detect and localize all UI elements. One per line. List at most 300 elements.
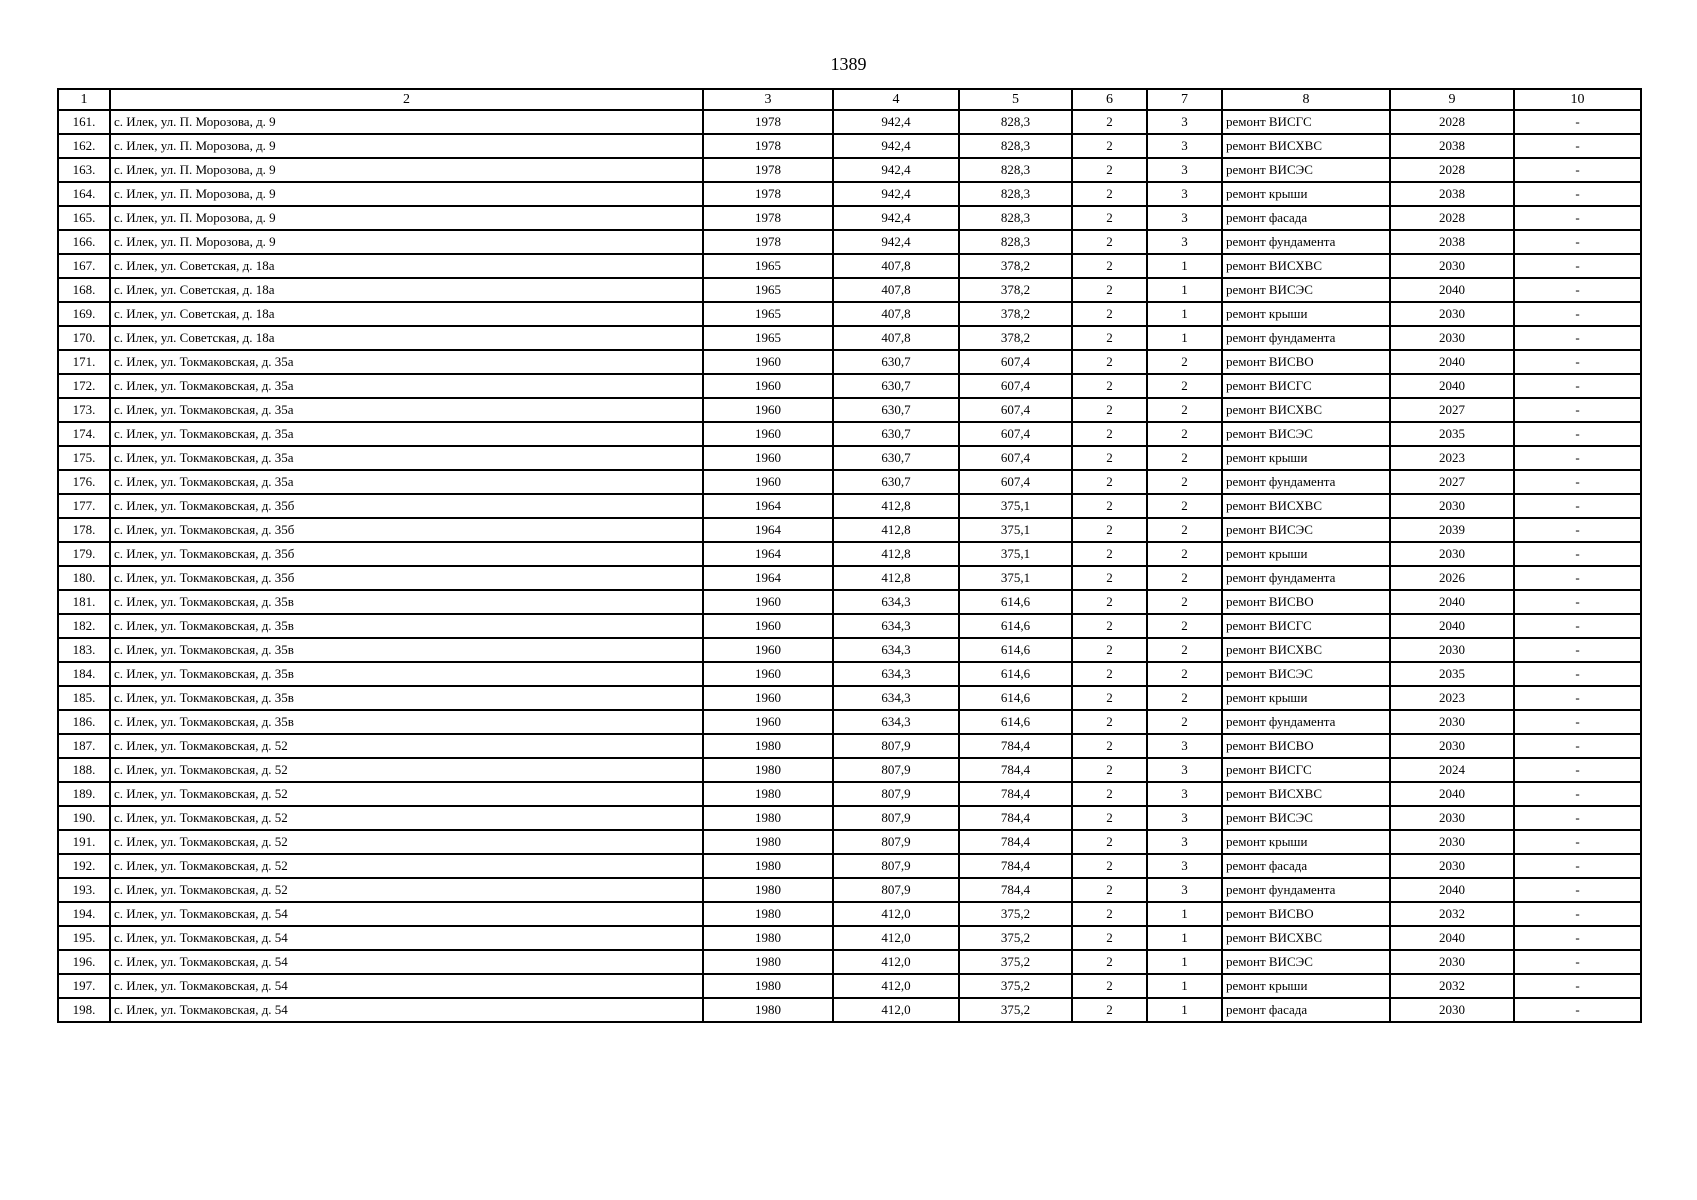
address-cell: с. Илек, ул. П. Морозова, д. 9 <box>110 206 703 230</box>
floors-cell: 2 <box>1072 614 1147 638</box>
floors-cell: 2 <box>1072 734 1147 758</box>
planned-year-cell: 2024 <box>1390 758 1514 782</box>
living-area-cell: 375,2 <box>959 998 1072 1022</box>
total-area-cell: 630,7 <box>833 422 959 446</box>
total-area-cell: 407,8 <box>833 326 959 350</box>
floors-cell: 2 <box>1072 878 1147 902</box>
floors-cell: 2 <box>1072 974 1147 998</box>
living-area-cell: 784,4 <box>959 854 1072 878</box>
row-number-cell: 190. <box>58 806 110 830</box>
planned-year-cell: 2030 <box>1390 830 1514 854</box>
floors-cell: 2 <box>1072 830 1147 854</box>
row-number-cell: 180. <box>58 566 110 590</box>
page-number: 1389 <box>830 54 867 74</box>
year-built-cell: 1960 <box>703 422 833 446</box>
living-area-cell: 828,3 <box>959 134 1072 158</box>
living-area-cell: 828,3 <box>959 206 1072 230</box>
work-type-cell: ремонт ВИСГС <box>1222 374 1390 398</box>
row-number-cell: 192. <box>58 854 110 878</box>
planned-year-cell: 2030 <box>1390 542 1514 566</box>
year-built-cell: 1980 <box>703 950 833 974</box>
total-area-cell: 942,4 <box>833 206 959 230</box>
note-cell: - <box>1514 206 1641 230</box>
planned-year-cell: 2030 <box>1390 326 1514 350</box>
note-cell: - <box>1514 782 1641 806</box>
year-built-cell: 1980 <box>703 926 833 950</box>
row-number-cell: 175. <box>58 446 110 470</box>
row-number-cell: 189. <box>58 782 110 806</box>
floors-cell: 2 <box>1072 398 1147 422</box>
year-built-cell: 1960 <box>703 590 833 614</box>
table-row <box>58 638 1641 662</box>
row-number-cell: 185. <box>58 686 110 710</box>
address-cell: с. Илек, ул. Советская, д. 18а <box>110 278 703 302</box>
table-row <box>58 470 1641 494</box>
total-area-cell: 630,7 <box>833 446 959 470</box>
table-row <box>58 998 1641 1022</box>
row-number-cell: 193. <box>58 878 110 902</box>
floors-cell: 2 <box>1072 518 1147 542</box>
table-row <box>58 734 1641 758</box>
planned-year-cell: 2039 <box>1390 518 1514 542</box>
row-number-cell: 178. <box>58 518 110 542</box>
work-type-cell: ремонт ВИСЭС <box>1222 950 1390 974</box>
work-type-cell: ремонт фундамента <box>1222 326 1390 350</box>
address-cell: с. Илек, ул. Токмаковская, д. 52 <box>110 782 703 806</box>
total-area-cell: 412,0 <box>833 926 959 950</box>
table-row <box>58 230 1641 254</box>
entrances-cell: 2 <box>1147 638 1222 662</box>
year-built-cell: 1978 <box>703 182 833 206</box>
living-area-cell: 784,4 <box>959 806 1072 830</box>
address-cell: с. Илек, ул. Токмаковская, д. 35б <box>110 494 703 518</box>
planned-year-cell: 2030 <box>1390 494 1514 518</box>
floors-cell: 2 <box>1072 686 1147 710</box>
column-header-3: 3 <box>703 89 833 110</box>
total-area-cell: 412,8 <box>833 518 959 542</box>
table-row <box>58 350 1641 374</box>
table-row <box>58 806 1641 830</box>
entrances-cell: 2 <box>1147 374 1222 398</box>
floors-cell: 2 <box>1072 710 1147 734</box>
living-area-cell: 828,3 <box>959 110 1072 134</box>
table-row <box>58 902 1641 926</box>
total-area-cell: 412,8 <box>833 566 959 590</box>
work-type-cell: ремонт ВИСХВС <box>1222 926 1390 950</box>
year-built-cell: 1960 <box>703 638 833 662</box>
work-type-cell: ремонт ВИСХВС <box>1222 494 1390 518</box>
planned-year-cell: 2040 <box>1390 590 1514 614</box>
row-number-cell: 174. <box>58 422 110 446</box>
floors-cell: 2 <box>1072 230 1147 254</box>
entrances-cell: 1 <box>1147 326 1222 350</box>
living-area-cell: 828,3 <box>959 158 1072 182</box>
entrances-cell: 2 <box>1147 350 1222 374</box>
work-type-cell: ремонт ВИСЭС <box>1222 158 1390 182</box>
planned-year-cell: 2030 <box>1390 998 1514 1022</box>
living-area-cell: 784,4 <box>959 830 1072 854</box>
table-row <box>58 686 1641 710</box>
living-area-cell: 784,4 <box>959 878 1072 902</box>
address-cell: с. Илек, ул. Токмаковская, д. 35в <box>110 710 703 734</box>
entrances-cell: 1 <box>1147 950 1222 974</box>
entrances-cell: 3 <box>1147 854 1222 878</box>
entrances-cell: 3 <box>1147 182 1222 206</box>
work-type-cell: ремонт крыши <box>1222 830 1390 854</box>
year-built-cell: 1960 <box>703 446 833 470</box>
living-area-cell: 614,6 <box>959 590 1072 614</box>
note-cell: - <box>1514 758 1641 782</box>
living-area-cell: 375,2 <box>959 950 1072 974</box>
entrances-cell: 2 <box>1147 662 1222 686</box>
floors-cell: 2 <box>1072 278 1147 302</box>
work-type-cell: ремонт ВИСГС <box>1222 614 1390 638</box>
floors-cell: 2 <box>1072 446 1147 470</box>
address-cell: с. Илек, ул. Токмаковская, д. 35а <box>110 398 703 422</box>
floors-cell: 2 <box>1072 158 1147 182</box>
row-number-cell: 179. <box>58 542 110 566</box>
planned-year-cell: 2040 <box>1390 926 1514 950</box>
entrances-cell: 2 <box>1147 710 1222 734</box>
address-cell: с. Илек, ул. Токмаковская, д. 35в <box>110 686 703 710</box>
address-cell: с. Илек, ул. Советская, д. 18а <box>110 326 703 350</box>
table-row <box>58 422 1641 446</box>
table-header-row <box>58 89 1641 110</box>
entrances-cell: 3 <box>1147 230 1222 254</box>
note-cell: - <box>1514 542 1641 566</box>
living-area-cell: 607,4 <box>959 446 1072 470</box>
work-type-cell: ремонт крыши <box>1222 542 1390 566</box>
total-area-cell: 412,8 <box>833 494 959 518</box>
address-cell: с. Илек, ул. Советская, д. 18а <box>110 302 703 326</box>
address-cell: с. Илек, ул. Токмаковская, д. 35а <box>110 422 703 446</box>
floors-cell: 2 <box>1072 806 1147 830</box>
address-cell: с. Илек, ул. Токмаковская, д. 35в <box>110 614 703 638</box>
total-area-cell: 942,4 <box>833 230 959 254</box>
year-built-cell: 1965 <box>703 302 833 326</box>
year-built-cell: 1980 <box>703 998 833 1022</box>
year-built-cell: 1980 <box>703 782 833 806</box>
floors-cell: 2 <box>1072 206 1147 230</box>
row-number-cell: 164. <box>58 182 110 206</box>
note-cell: - <box>1514 398 1641 422</box>
planned-year-cell: 2040 <box>1390 782 1514 806</box>
column-header-5: 5 <box>959 89 1072 110</box>
row-number-cell: 194. <box>58 902 110 926</box>
note-cell: - <box>1514 518 1641 542</box>
table-row <box>58 278 1641 302</box>
entrances-cell: 1 <box>1147 998 1222 1022</box>
planned-year-cell: 2023 <box>1390 686 1514 710</box>
total-area-cell: 412,0 <box>833 998 959 1022</box>
year-built-cell: 1964 <box>703 494 833 518</box>
table-row <box>58 206 1641 230</box>
living-area-cell: 828,3 <box>959 230 1072 254</box>
living-area-cell: 375,2 <box>959 926 1072 950</box>
row-number-cell: 176. <box>58 470 110 494</box>
work-type-cell: ремонт ВИСХВС <box>1222 254 1390 278</box>
planned-year-cell: 2028 <box>1390 206 1514 230</box>
total-area-cell: 634,3 <box>833 662 959 686</box>
work-type-cell: ремонт фасада <box>1222 998 1390 1022</box>
table-row <box>58 182 1641 206</box>
work-type-cell: ремонт ВИСЭС <box>1222 518 1390 542</box>
floors-cell: 2 <box>1072 470 1147 494</box>
address-cell: с. Илек, ул. Токмаковская, д. 35в <box>110 590 703 614</box>
note-cell: - <box>1514 710 1641 734</box>
note-cell: - <box>1514 158 1641 182</box>
year-built-cell: 1978 <box>703 230 833 254</box>
living-area-cell: 614,6 <box>959 662 1072 686</box>
row-number-cell: 169. <box>58 302 110 326</box>
living-area-cell: 607,4 <box>959 422 1072 446</box>
note-cell: - <box>1514 686 1641 710</box>
planned-year-cell: 2040 <box>1390 878 1514 902</box>
planned-year-cell: 2040 <box>1390 614 1514 638</box>
work-type-cell: ремонт крыши <box>1222 302 1390 326</box>
entrances-cell: 3 <box>1147 158 1222 182</box>
note-cell: - <box>1514 374 1641 398</box>
floors-cell: 2 <box>1072 782 1147 806</box>
planned-year-cell: 2040 <box>1390 350 1514 374</box>
row-number-cell: 170. <box>58 326 110 350</box>
work-type-cell: ремонт фундамента <box>1222 566 1390 590</box>
row-number-cell: 181. <box>58 590 110 614</box>
note-cell: - <box>1514 662 1641 686</box>
year-built-cell: 1960 <box>703 686 833 710</box>
table-row <box>58 542 1641 566</box>
floors-cell: 2 <box>1072 374 1147 398</box>
repair-schedule-table <box>57 88 1642 1023</box>
row-number-cell: 187. <box>58 734 110 758</box>
total-area-cell: 412,8 <box>833 542 959 566</box>
floors-cell: 2 <box>1072 422 1147 446</box>
column-header-8: 8 <box>1222 89 1390 110</box>
total-area-cell: 412,0 <box>833 950 959 974</box>
total-area-cell: 630,7 <box>833 398 959 422</box>
row-number-cell: 172. <box>58 374 110 398</box>
entrances-cell: 2 <box>1147 686 1222 710</box>
column-header-10: 10 <box>1514 89 1641 110</box>
year-built-cell: 1960 <box>703 614 833 638</box>
entrances-cell: 1 <box>1147 926 1222 950</box>
address-cell: с. Илек, ул. Токмаковская, д. 52 <box>110 806 703 830</box>
note-cell: - <box>1514 614 1641 638</box>
living-area-cell: 375,2 <box>959 902 1072 926</box>
note-cell: - <box>1514 590 1641 614</box>
note-cell: - <box>1514 854 1641 878</box>
floors-cell: 2 <box>1072 110 1147 134</box>
address-cell: с. Илек, ул. П. Морозова, д. 9 <box>110 182 703 206</box>
living-area-cell: 828,3 <box>959 182 1072 206</box>
entrances-cell: 1 <box>1147 902 1222 926</box>
entrances-cell: 2 <box>1147 398 1222 422</box>
entrances-cell: 2 <box>1147 470 1222 494</box>
floors-cell: 2 <box>1072 950 1147 974</box>
entrances-cell: 3 <box>1147 878 1222 902</box>
entrances-cell: 2 <box>1147 614 1222 638</box>
planned-year-cell: 2038 <box>1390 134 1514 158</box>
column-header-7: 7 <box>1147 89 1222 110</box>
year-built-cell: 1980 <box>703 806 833 830</box>
living-area-cell: 784,4 <box>959 734 1072 758</box>
entrances-cell: 2 <box>1147 494 1222 518</box>
column-header-6: 6 <box>1072 89 1147 110</box>
address-cell: с. Илек, ул. Токмаковская, д. 52 <box>110 758 703 782</box>
row-number-cell: 184. <box>58 662 110 686</box>
total-area-cell: 942,4 <box>833 134 959 158</box>
address-cell: с. Илек, ул. Токмаковская, д. 54 <box>110 998 703 1022</box>
work-type-cell: ремонт ВИСХВС <box>1222 782 1390 806</box>
total-area-cell: 407,8 <box>833 254 959 278</box>
table-row <box>58 758 1641 782</box>
table-row <box>58 110 1641 134</box>
floors-cell: 2 <box>1072 998 1147 1022</box>
table-row <box>58 662 1641 686</box>
row-number-cell: 165. <box>58 206 110 230</box>
living-area-cell: 375,1 <box>959 566 1072 590</box>
entrances-cell: 3 <box>1147 206 1222 230</box>
year-built-cell: 1964 <box>703 518 833 542</box>
table-row <box>58 878 1641 902</box>
row-number-cell: 188. <box>58 758 110 782</box>
column-header-9: 9 <box>1390 89 1514 110</box>
note-cell: - <box>1514 350 1641 374</box>
total-area-cell: 807,9 <box>833 806 959 830</box>
year-built-cell: 1980 <box>703 830 833 854</box>
planned-year-cell: 2030 <box>1390 950 1514 974</box>
year-built-cell: 1965 <box>703 278 833 302</box>
total-area-cell: 942,4 <box>833 182 959 206</box>
total-area-cell: 807,9 <box>833 854 959 878</box>
work-type-cell: ремонт ВИСЭС <box>1222 806 1390 830</box>
work-type-cell: ремонт фундамента <box>1222 470 1390 494</box>
total-area-cell: 807,9 <box>833 830 959 854</box>
row-number-cell: 183. <box>58 638 110 662</box>
column-header-2: 2 <box>110 89 703 110</box>
planned-year-cell: 2023 <box>1390 446 1514 470</box>
note-cell: - <box>1514 734 1641 758</box>
address-cell: с. Илек, ул. П. Морозова, д. 9 <box>110 158 703 182</box>
planned-year-cell: 2027 <box>1390 398 1514 422</box>
address-cell: с. Илек, ул. Токмаковская, д. 35б <box>110 542 703 566</box>
address-cell: с. Илек, ул. Токмаковская, д. 52 <box>110 854 703 878</box>
planned-year-cell: 2028 <box>1390 158 1514 182</box>
floors-cell: 2 <box>1072 566 1147 590</box>
address-cell: с. Илек, ул. Токмаковская, д. 54 <box>110 974 703 998</box>
year-built-cell: 1978 <box>703 158 833 182</box>
total-area-cell: 407,8 <box>833 278 959 302</box>
address-cell: с. Илек, ул. Токмаковская, д. 52 <box>110 830 703 854</box>
entrances-cell: 3 <box>1147 806 1222 830</box>
table-row <box>58 854 1641 878</box>
entrances-cell: 1 <box>1147 974 1222 998</box>
living-area-cell: 607,4 <box>959 374 1072 398</box>
work-type-cell: ремонт фундамента <box>1222 878 1390 902</box>
year-built-cell: 1960 <box>703 398 833 422</box>
table-row <box>58 566 1641 590</box>
entrances-cell: 3 <box>1147 734 1222 758</box>
table-row <box>58 374 1641 398</box>
note-cell: - <box>1514 134 1641 158</box>
living-area-cell: 375,1 <box>959 518 1072 542</box>
note-cell: - <box>1514 110 1641 134</box>
address-cell: с. Илек, ул. Токмаковская, д. 54 <box>110 902 703 926</box>
living-area-cell: 378,2 <box>959 254 1072 278</box>
entrances-cell: 1 <box>1147 302 1222 326</box>
address-cell: с. Илек, ул. Токмаковская, д. 35б <box>110 518 703 542</box>
floors-cell: 2 <box>1072 350 1147 374</box>
address-cell: с. Илек, ул. Советская, д. 18а <box>110 254 703 278</box>
table-row <box>58 302 1641 326</box>
living-area-cell: 378,2 <box>959 326 1072 350</box>
column-header-4: 4 <box>833 89 959 110</box>
planned-year-cell: 2040 <box>1390 278 1514 302</box>
work-type-cell: ремонт ВИСЭС <box>1222 422 1390 446</box>
floors-cell: 2 <box>1072 542 1147 566</box>
total-area-cell: 807,9 <box>833 734 959 758</box>
total-area-cell: 942,4 <box>833 110 959 134</box>
table-row <box>58 446 1641 470</box>
note-cell: - <box>1514 878 1641 902</box>
row-number-cell: 195. <box>58 926 110 950</box>
table-row <box>58 398 1641 422</box>
year-built-cell: 1960 <box>703 662 833 686</box>
address-cell: с. Илек, ул. Токмаковская, д. 54 <box>110 926 703 950</box>
living-area-cell: 614,6 <box>959 614 1072 638</box>
work-type-cell: ремонт крыши <box>1222 182 1390 206</box>
total-area-cell: 634,3 <box>833 686 959 710</box>
table-body <box>58 110 1641 1022</box>
table-row <box>58 710 1641 734</box>
year-built-cell: 1980 <box>703 974 833 998</box>
planned-year-cell: 2035 <box>1390 662 1514 686</box>
total-area-cell: 630,7 <box>833 374 959 398</box>
row-number-cell: 166. <box>58 230 110 254</box>
total-area-cell: 630,7 <box>833 350 959 374</box>
planned-year-cell: 2038 <box>1390 230 1514 254</box>
total-area-cell: 634,3 <box>833 638 959 662</box>
total-area-cell: 807,9 <box>833 878 959 902</box>
year-built-cell: 1960 <box>703 470 833 494</box>
note-cell: - <box>1514 422 1641 446</box>
entrances-cell: 1 <box>1147 254 1222 278</box>
total-area-cell: 412,0 <box>833 974 959 998</box>
entrances-cell: 2 <box>1147 518 1222 542</box>
entrances-cell: 1 <box>1147 278 1222 302</box>
total-area-cell: 634,3 <box>833 590 959 614</box>
floors-cell: 2 <box>1072 902 1147 926</box>
planned-year-cell: 2026 <box>1390 566 1514 590</box>
entrances-cell: 3 <box>1147 134 1222 158</box>
note-cell: - <box>1514 638 1641 662</box>
table-row <box>58 830 1641 854</box>
year-built-cell: 1960 <box>703 350 833 374</box>
work-type-cell: ремонт ВИСЭС <box>1222 662 1390 686</box>
column-header-1: 1 <box>58 89 110 110</box>
floors-cell: 2 <box>1072 662 1147 686</box>
work-type-cell: ремонт ВИСГС <box>1222 758 1390 782</box>
work-type-cell: ремонт ВИСВО <box>1222 350 1390 374</box>
row-number-cell: 167. <box>58 254 110 278</box>
note-cell: - <box>1514 230 1641 254</box>
note-cell: - <box>1514 566 1641 590</box>
year-built-cell: 1980 <box>703 854 833 878</box>
total-area-cell: 407,8 <box>833 302 959 326</box>
total-area-cell: 807,9 <box>833 782 959 806</box>
address-cell: с. Илек, ул. Токмаковская, д. 35в <box>110 662 703 686</box>
entrances-cell: 3 <box>1147 110 1222 134</box>
